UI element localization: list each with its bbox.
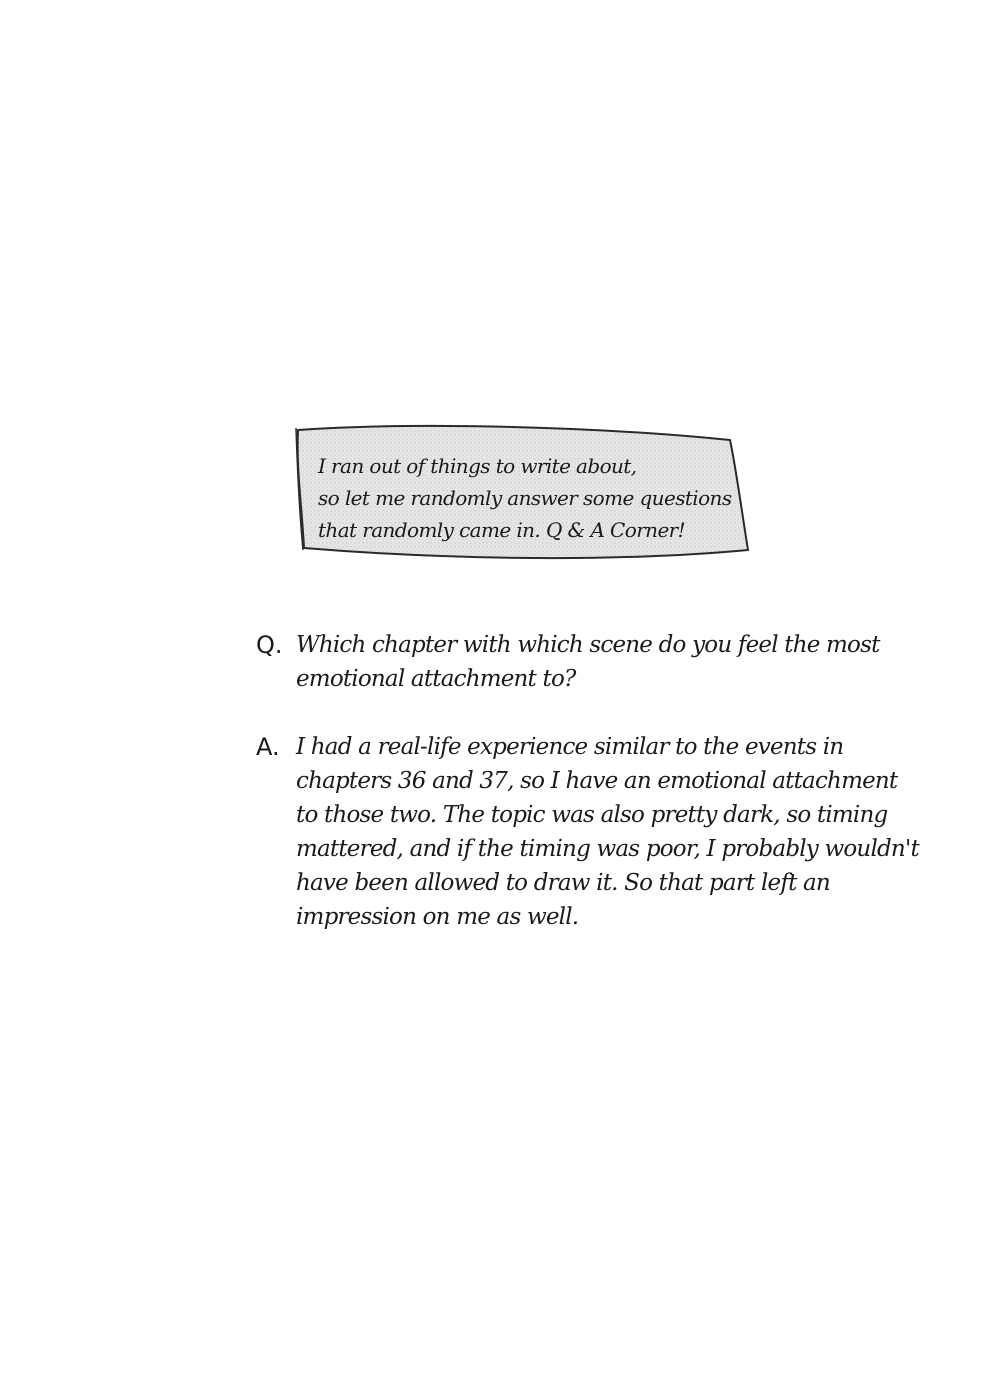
question-marker: Q. (256, 631, 283, 659)
answer-line: mattered, and if the timing was poor, I probably wouldn't (296, 836, 919, 862)
answer-line: impression on me as well. (296, 904, 579, 930)
answer-line: to those two. The topic was also pretty dark, so timing (296, 802, 888, 828)
answer-line: chapters 36 and 37, so I have an emotional attachment (296, 768, 898, 794)
note-line: that randomly came in. Q & A Corner! (318, 518, 686, 542)
note-line: so let me randomly answer some questions (318, 486, 732, 510)
answer-text (296, 730, 919, 934)
answer-line: have been allowed to draw it. So that part left an (296, 870, 830, 896)
intro-note-box (290, 418, 760, 566)
question-line: Which chapter with which scene do you feel the most (296, 632, 880, 658)
question-text (296, 628, 880, 696)
answer-marker: A. (256, 733, 280, 761)
answer-line: I had a real-life experience similar to the events in (296, 734, 844, 760)
note-text (318, 450, 738, 546)
question-line: emotional attachment to? (296, 666, 576, 692)
note-line: I ran out of things to write about, (318, 454, 637, 478)
